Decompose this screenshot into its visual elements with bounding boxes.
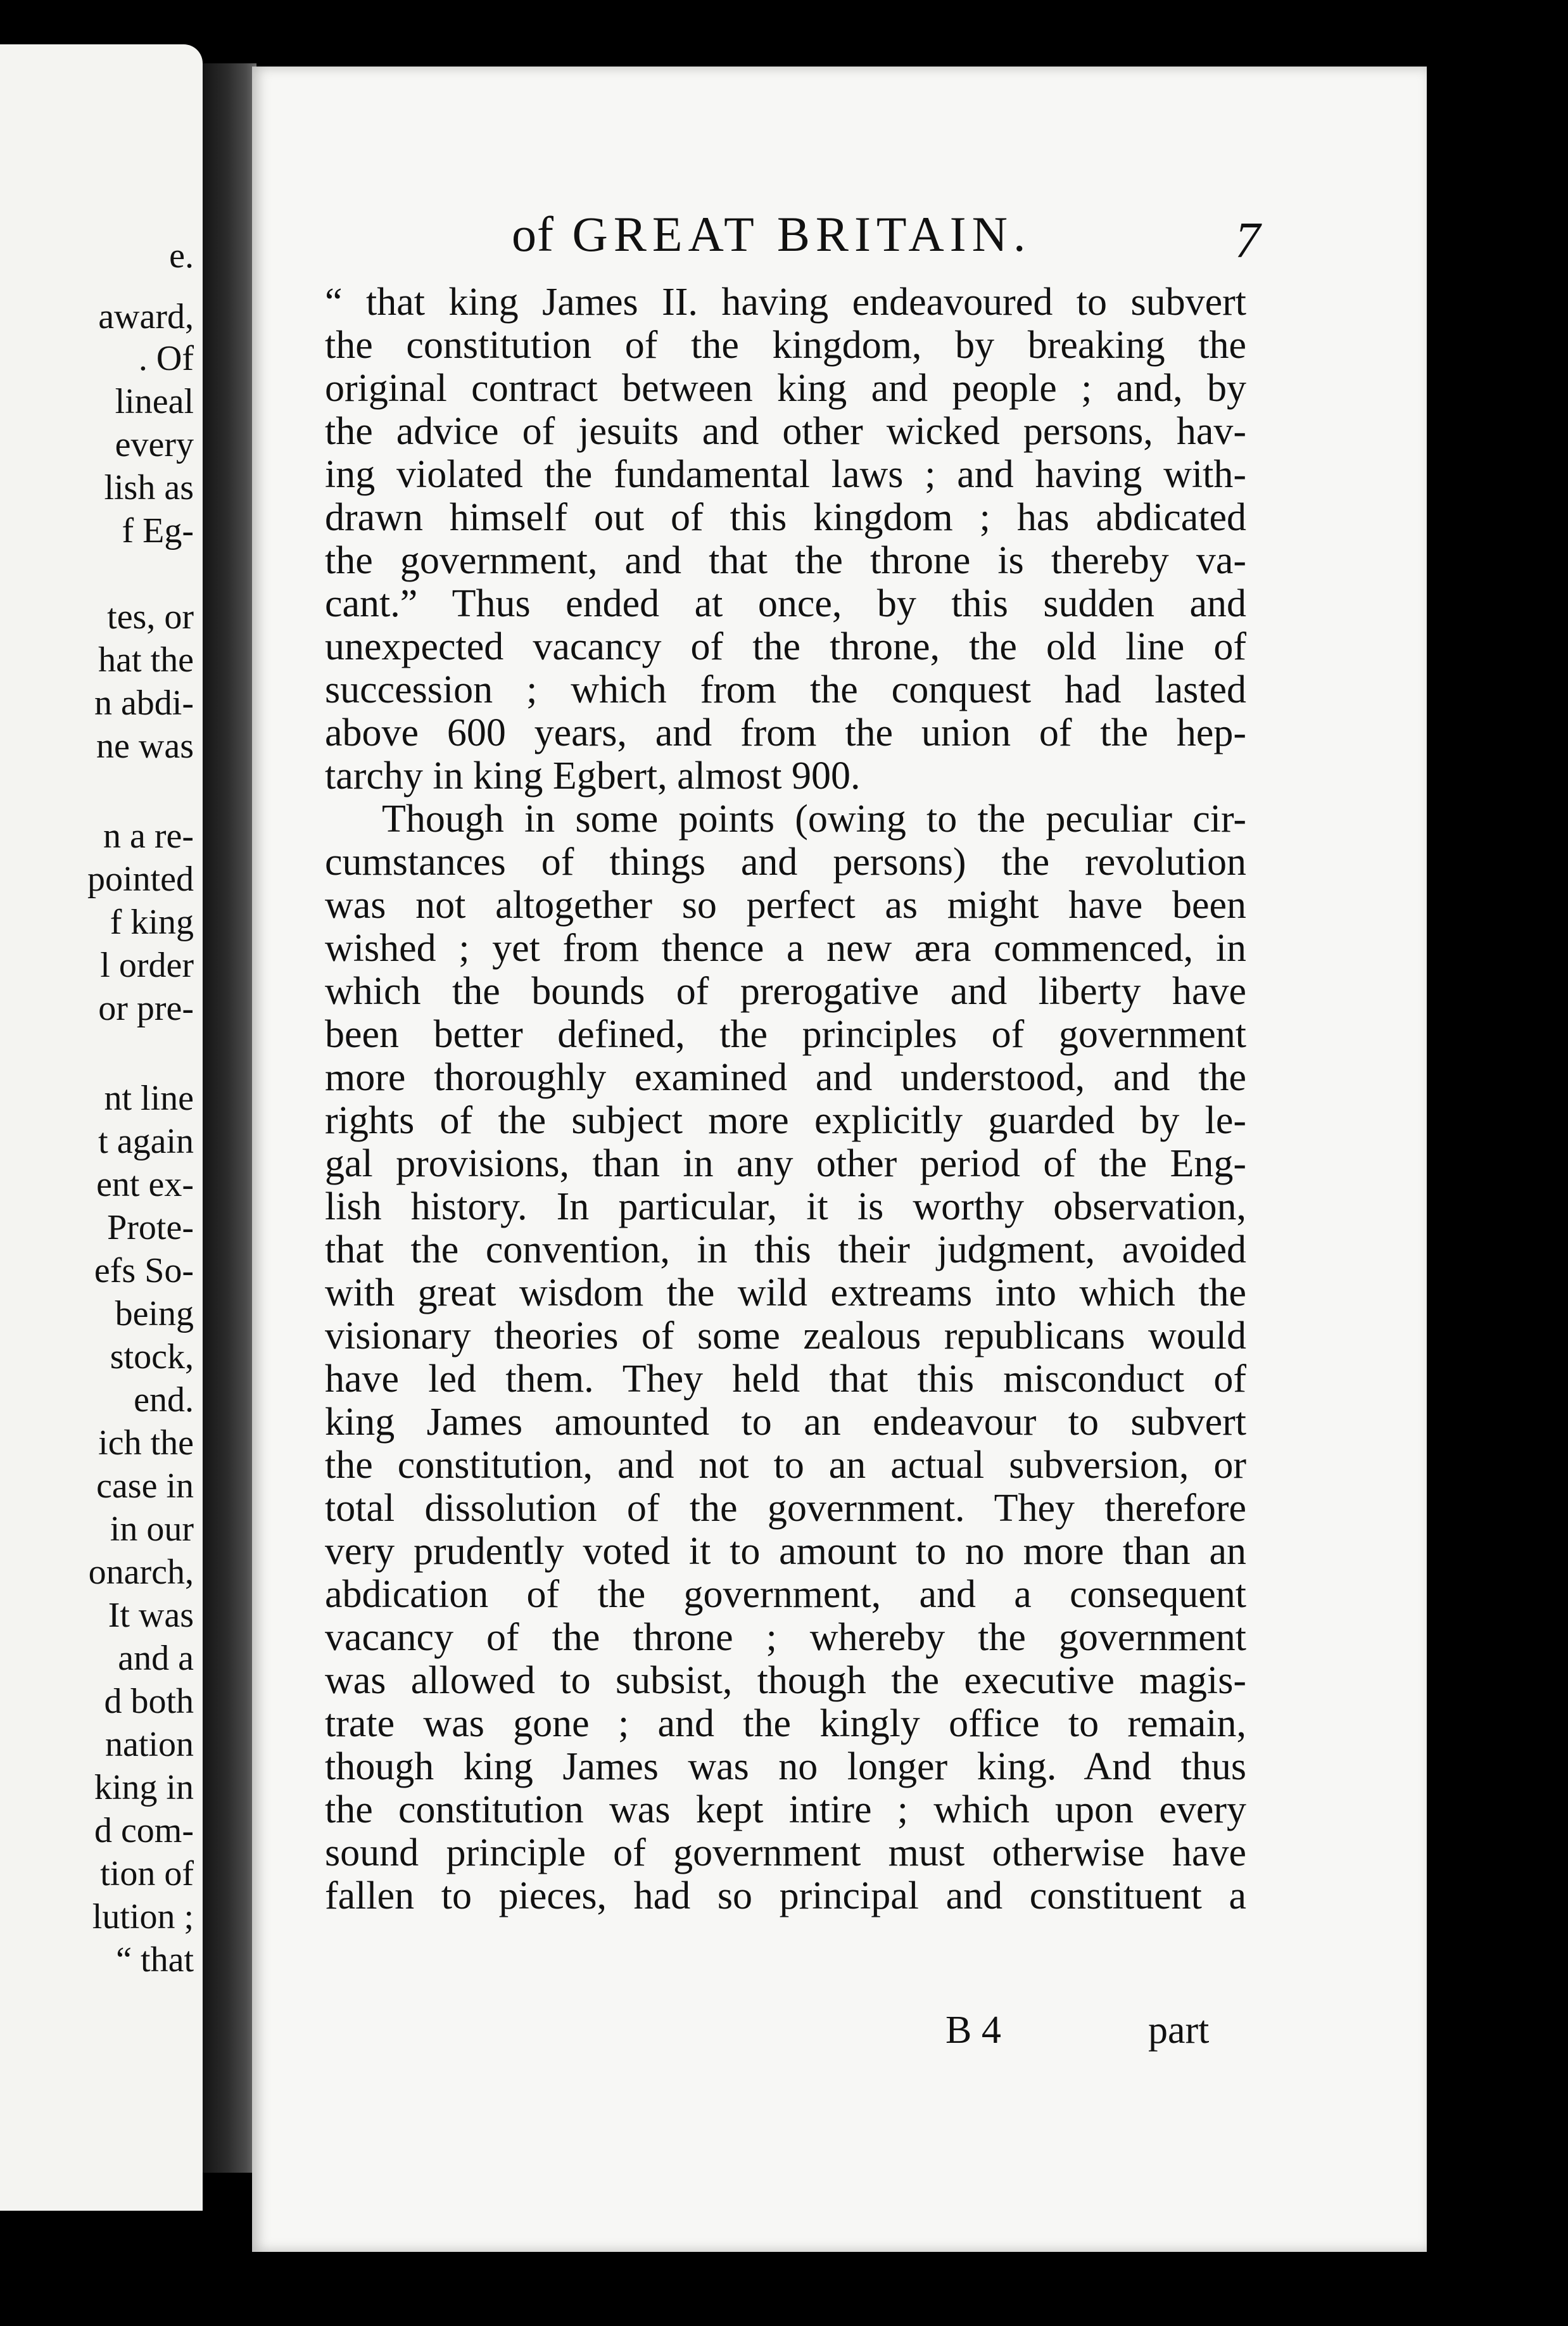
left-page-fragment: ich the — [98, 1423, 194, 1463]
text-line: king James amounted to an endeavour to subvert — [325, 1401, 1246, 1444]
text-line: though king James was no longer king. And thus — [325, 1745, 1246, 1788]
text-line: original contract between king and people ; and, by — [325, 367, 1246, 410]
left-page-fragment: efs So- — [94, 1251, 194, 1290]
text-line: was allowed to subsist, though the executive magis- — [325, 1659, 1246, 1702]
running-head-title: GREAT BRITAIN. — [572, 207, 1032, 262]
left-page-fragment: l order — [100, 946, 194, 985]
catchword: part — [1148, 2009, 1210, 2052]
text-line: drawn himself out of this kingdom ; has abdicated — [325, 496, 1246, 539]
text-line: very prudently voted it to amount to no more than an — [325, 1530, 1246, 1573]
left-page-fragment: lution ; — [92, 1897, 194, 1936]
text-line: vacancy of the throne ; whereby the government — [325, 1616, 1246, 1659]
text-line: been better defined, the principles of government — [325, 1013, 1246, 1056]
text-line: visionary theories of some zealous republicans would — [325, 1314, 1246, 1357]
running-head-of: of — [512, 207, 554, 262]
text-line: tarchy in king Egbert, almost 900. — [325, 754, 861, 798]
left-page-fragment: or pre- — [98, 989, 194, 1028]
left-page-fragment: onarch, — [88, 1553, 194, 1592]
text-line: fallen to pieces, had so principal and constituent a — [325, 1874, 1246, 1917]
left-page-fragment: king in — [94, 1768, 194, 1807]
page-number: 7 — [1235, 213, 1260, 269]
running-head — [512, 206, 1031, 263]
text-line: wished ; yet from thence a new æra commenced, in — [325, 927, 1246, 970]
left-page-fragment: and a — [118, 1639, 194, 1678]
text-line: unexpected vacancy of the throne, the old line of — [325, 625, 1246, 668]
text-line: Though in some points (owing to the peculiar cir- — [382, 798, 1246, 841]
left-page-fragment: every — [115, 425, 194, 464]
left-page-fragment: e. — [169, 236, 194, 276]
left-page-fragment: stock, — [110, 1337, 194, 1376]
left-page-fragment: It was — [108, 1596, 194, 1635]
left-page-fragment: ne was — [96, 727, 194, 766]
left-page-fragment: d both — [104, 1682, 194, 1721]
left-page-fragment: f king — [110, 903, 194, 942]
text-line: the advice of jesuits and other wicked persons, hav- — [325, 410, 1246, 453]
body-text — [325, 281, 1246, 1917]
text-line: with great wisdom the wild extreams into which the — [325, 1271, 1246, 1314]
left-page-fragment: end. — [134, 1380, 194, 1420]
left-page-fragment: award, — [98, 297, 194, 336]
text-line: which the bounds of prerogative and liberty have — [325, 970, 1246, 1013]
left-page-fragment: n abdi- — [94, 683, 194, 723]
left-page-fragment: t again — [98, 1122, 194, 1161]
text-line: total dissolution of the government. They therefore — [325, 1487, 1246, 1530]
text-line: the constitution was kept intire ; which upon every — [325, 1788, 1246, 1831]
left-page-fragment: tes, or — [107, 597, 194, 637]
left-page-fragment: f Eg- — [122, 511, 194, 550]
text-line: “ that king James II. having endeavoured to subvert — [325, 281, 1246, 324]
text-line: gal provisions, than in any other period of the Eng- — [325, 1142, 1246, 1185]
text-line: succession ; which from the conquest had lasted — [325, 668, 1246, 711]
left-page-fragment: . Of — [138, 339, 194, 378]
left-page-fragment: lineal — [115, 382, 194, 421]
left-page-fragment: nt line — [104, 1079, 194, 1118]
left-page-fragment: being — [115, 1294, 194, 1333]
left-page — [0, 44, 203, 2211]
text-line: rights of the subject more explicitly guarded by le- — [325, 1099, 1246, 1142]
left-page-fragment: case in — [96, 1466, 194, 1506]
text-line: sound principle of government must otherwise have — [325, 1831, 1246, 1874]
left-page-fragment: in our — [110, 1509, 194, 1549]
left-page-fragment: n a re- — [103, 817, 194, 856]
text-line: ing violated the fundamental laws ; and having with- — [325, 453, 1246, 496]
left-page-fragment: pointed — [87, 860, 194, 899]
book-gutter — [203, 63, 256, 2173]
text-line: lish history. In particular, it is worthy observation, — [325, 1185, 1246, 1228]
text-line: cumstances of things and persons) the revolution — [325, 841, 1246, 884]
text-line: above 600 years, and from the union of the hep- — [325, 711, 1246, 754]
text-line: abdication of the government, and a consequent — [325, 1573, 1246, 1616]
right-page — [252, 67, 1427, 2252]
left-page-fragment: lish as — [104, 468, 194, 507]
left-page-fragment: ent ex- — [96, 1165, 194, 1204]
text-line: that the convention, in this their judgment, avoided — [325, 1228, 1246, 1271]
left-page-fragment: “ that — [116, 1940, 194, 1980]
text-line: the government, and that the throne is thereby va- — [325, 539, 1246, 582]
text-line: more thoroughly examined and understood, and the — [325, 1056, 1246, 1099]
left-page-fragment: tion of — [100, 1854, 194, 1893]
left-page-fragment: d com- — [94, 1811, 194, 1850]
left-page-fragment: hat the — [98, 640, 194, 680]
text-line: cant.” Thus ended at once, by this sudden and — [325, 582, 1246, 625]
left-page-fragment: nation — [105, 1725, 194, 1764]
signature-mark: B 4 — [945, 2009, 1001, 2052]
text-line: trate was gone ; and the kingly office to remain, — [325, 1702, 1246, 1745]
text-line: was not altogether so perfect as might have been — [325, 884, 1246, 927]
text-line: the constitution of the kingdom, by breaking the — [325, 324, 1246, 367]
text-line: have led them. They held that this misconduct of — [325, 1357, 1246, 1401]
left-page-fragment: Prote- — [107, 1208, 194, 1247]
text-line: the constitution, and not to an actual subversion, or — [325, 1444, 1246, 1487]
